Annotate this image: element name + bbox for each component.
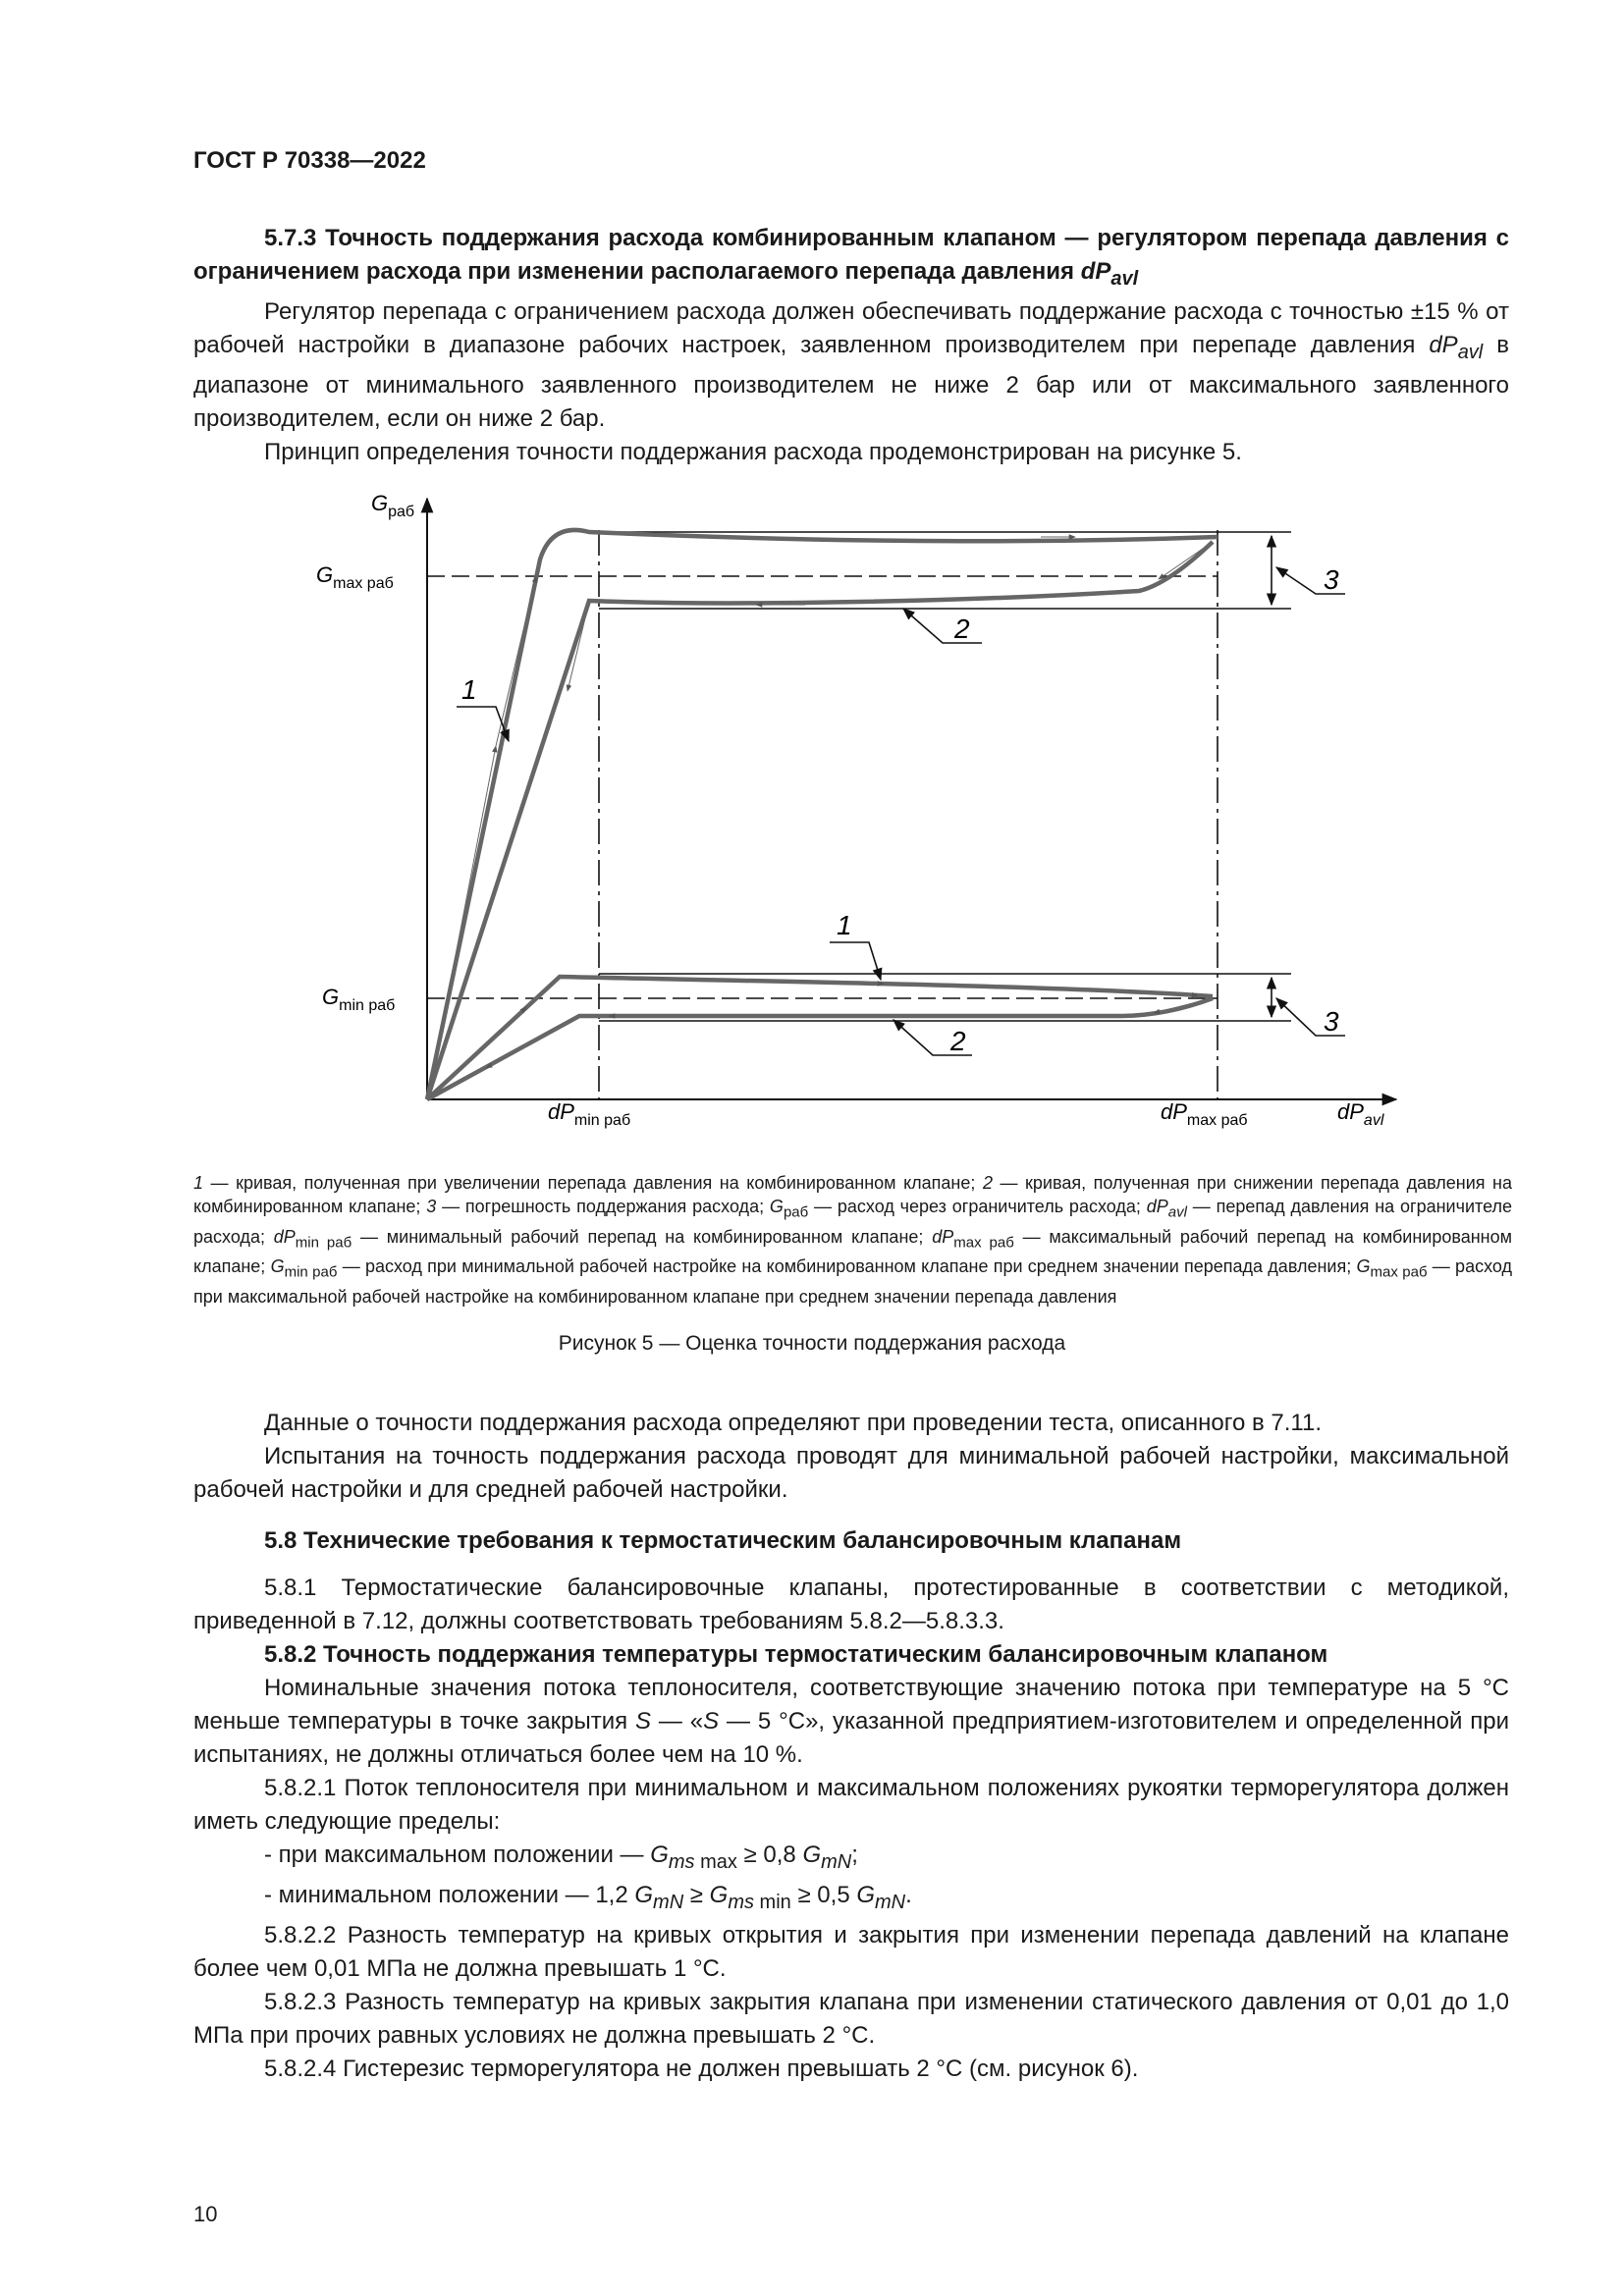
callout-3-upper: 3 [1324,564,1339,595]
section-5-8-2-paragraph: Номинальные значения потока теплоносителя, соответствующие значению потока при температуре на 5 °С меньше температуры в точке закрытия S — «S — 5 °С», указанной предприятием-изготовителем и определенной при испытаниях, не должны отличаться более чем на 10 %. [193,1675,1509,1768]
figure-title: Рисунок 5 — Оценка точности поддержания расхода [558,1332,1066,1355]
document-code: ГОСТ Р 70338—2022 [193,147,426,174]
dp-min-label: $dP_{min раб}$ [548,1099,631,1129]
curve-2-lower-arrow-a [1154,998,1213,1013]
callout-3-lower: 3 [1324,1006,1339,1037]
curve-2-upper-arrow-c [568,602,589,691]
paragraph-test-data: Данные о точности поддержания расхода определяют при проведении теста, описанного в 7.11. [264,1410,1322,1436]
list-item-max-position: - при максимальном положении — $G_{ms max} \ge 0,8$ $G_{mN}$; [264,1842,858,1873]
leader-2-upper [903,609,982,643]
curve-1-upper-arrow-a [438,746,496,1047]
page-number: 10 [193,2202,218,2226]
section-5-8-2-4: 5.8.2.4 Гистерезис терморегулятора не должен превышать 2 °С (см. рисунок 6). [264,2055,1139,2082]
section-5-7-3-paragraph-2: Принцип определения точности поддержания расхода продемонстрирован на рисунке 5. [264,438,1242,465]
callout-2-upper: 2 [954,614,970,644]
dp-max-label: $dP_{max раб}$ [1161,1099,1248,1129]
curve-1-upper-arrow-b [496,576,536,746]
section-5-8-2-3: 5.8.2.3 Разность температур на кривых закрытия клапана при изменении статического давления от 0,01 до 1,0 МПа при прочих равных условиях не должна превышать 2 °С. [193,1988,1509,2049]
g-max-label: $G_{max раб}$ [316,562,394,592]
section-5-8-2-1: 5.8.2.1 Поток теплоносителя при минимальном и максимальном положениях рукоятки терморегулятора должен иметь следующие пределы: [193,1775,1509,1835]
section-5-8-1: 5.8.1 Термостатические балансировочные клапаны, протестированные в соответствии с методикой, приведенной в 7.12, должны соответствовать требованиям 5.8.2—5.8.3.3. [193,1575,1509,1634]
section-5-8-title: 5.8 Технические требования к термостатическим балансировочным клапанам [264,1527,1182,1554]
paragraph-test-settings: Испытания на точность поддержания расхода проводят для минимальной рабочей настройки, максимальной рабочей настройки и для средней рабочей настройки. [193,1443,1509,1503]
figure-5 [295,481,1414,1168]
x-axis-label: $dP_{avl}$ [1337,1099,1384,1129]
section-5-7-3-title: 5.7.3 Точность поддержания расхода комбинированным клапаном — регулятором перепада давления с ограничением расхода при изменении располагаемого перепада давления $dP_{avl}$ [193,225,1509,290]
section-5-7-3 [193,222,1509,469]
callout-2-lower: 2 [950,1026,966,1056]
y-axis-label: $G_{раб}$ [371,491,415,520]
callout-1-upper: 1 [461,674,477,705]
figure-caption: 1 — кривая, полученная при увеличении перепада давления на комбинированном клапане; 2 — кривая, полученная при снижении перепада давления на комбинированном клапане; 3 — погрешность поддержания расхода; $G_{раб}$ — расход через ограничитель расхода; $dP_{avl}$ — перепад давления на ограничителе расхода; $dP_{min раб}$ — минимальный рабочий перепад на комбинированном клапане; $dP_{max раб}$ — максимальный рабочий перепад на комбинированном клапане; $G_{min раб}$ — расход при минимальной рабочей настройке на комбинированном клапане при среднем значении перепада давления; $G_{max раб}$ — расход при максимальной рабочей настройке на комбинированном клапане при среднем значении перепада давления [193,1173,1513,1307]
section-5-8-2-title: 5.8.2 Точность поддержания температуры термостатическим балансировочным клапаном [264,1641,1328,1668]
curve-2-lower-arrow-c [486,1041,535,1068]
curve-1-lower [427,977,1213,1099]
curve-2-lower [427,998,1213,1099]
curve-2-upper-arrow-a [1159,542,1213,579]
section-5-8-2-2: 5.8.2.2 Разность температур на кривых открытия и закрытия при изменении перепада давлений на клапане более чем 0,01 МПа не должна превышать 1 °С. [193,1921,1509,1982]
list-item-min-position: - минимальном положении — 1,2 $G_{mN} \ge G_{ms min} \ge 0,5$ $G_{mN}$. [264,1881,912,1913]
body-after-figure [193,1407,1509,2086]
g-min-label: $G_{min раб}$ [322,985,396,1014]
section-5-7-3-paragraph-1: Регулятор перепада с ограничением расхода должен обеспечивать поддержание расхода с точностью ±15 % от рабочей настройки в диапазоне рабочих настроек, заявленном производителем при перепаде давления $dP_{avl}$ в диапазоне от минимального заявленного производителем не ниже 2 бар или от максимального заявленного производителем, если он ниже 2 бар. [193,297,1509,432]
callout-1-lower: 1 [837,910,852,940]
